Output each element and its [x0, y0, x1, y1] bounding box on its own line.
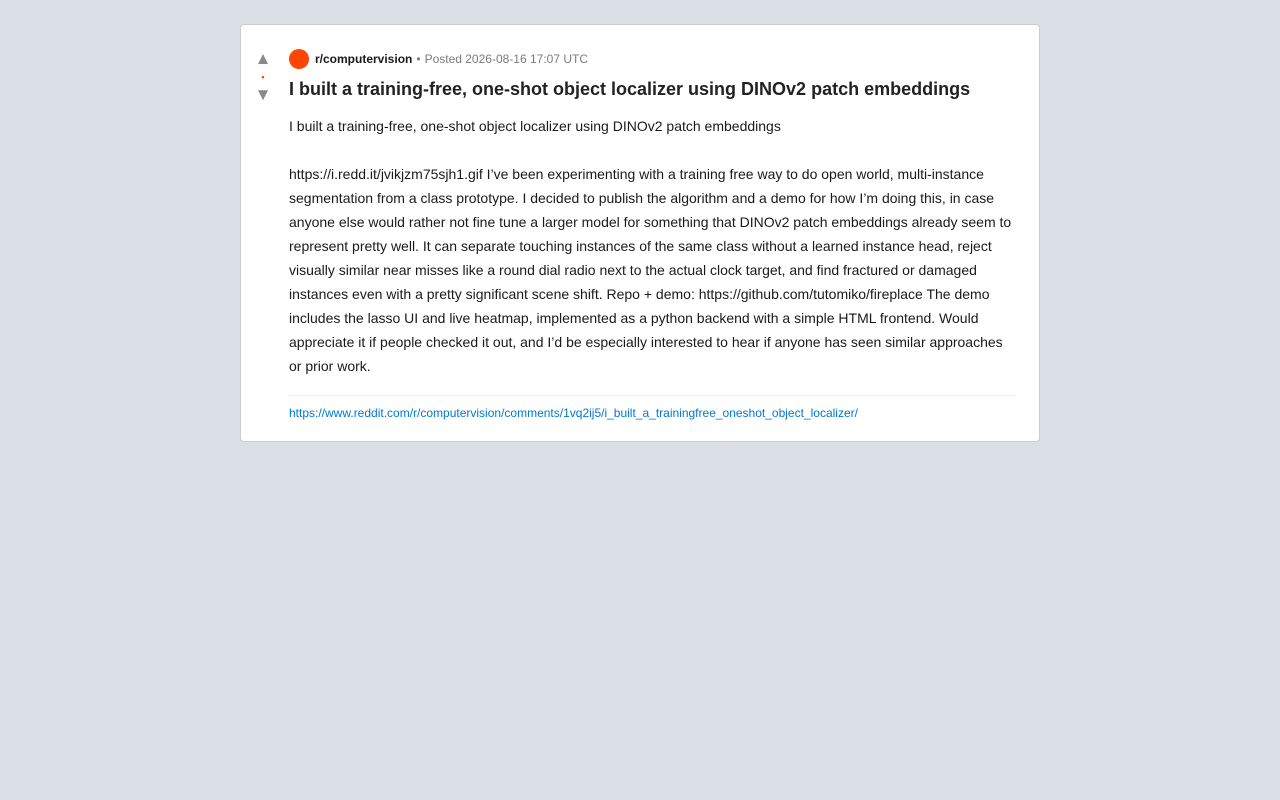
post-card [240, 24, 1040, 442]
vote-score: • [261, 72, 265, 82]
vote-column [253, 49, 273, 105]
subreddit-avatar-icon[interactable] [289, 49, 309, 69]
post-timestamp: Posted 2026-08-16 17:07 UTC [424, 52, 588, 66]
post-body-text: https://i.redd.it/jvikjzm75sjh1.gif I’ve been experimenting with a training free way to do open world, multi-instance segmentation from a class prototype. I decided to publish the algorithm and a demo for how I’m doing this, in case anyone else would rather not fine tune a larger model for something that DINOv2 patch embeddings already seem to represent pretty well. It can separate touching instances of the same class without a learned instance head, reject visually similar near misses like a round dial radio next to the actual clock target, and find fractured or damaged instances even with a pretty significant scene shift. Repo + demo: https://github.com/tutomiko/fireplace The demo includes the lasso UI and live heatmap, implemented as a python backend with a simple HTML frontend. Would appreciate it if people checked it out, and I’d be especially interested to hear if anyone has seen similar approaches or prior work. [289, 166, 1012, 374]
upvote-arrow-icon[interactable]: ▲ [254, 49, 272, 68]
meta-separator: • [416, 52, 421, 66]
post-title[interactable]: I built a training-free, one-shot object localizer using DINOv2 patch embeddings [289, 79, 971, 99]
subreddit-link[interactable]: r/computervision [315, 52, 413, 66]
downvote-arrow-icon[interactable]: ▼ [254, 85, 272, 104]
post-body [289, 114, 1016, 378]
post-meta [289, 49, 1016, 69]
post-content [289, 49, 1016, 421]
post-permalink[interactable]: https://www.reddit.com/r/computervision/comments/1vq2ij5/i_built_a_trainingfree_oneshot_object_localizer/ [289, 406, 858, 420]
post-body-intro: I built a training-free, one-shot object localizer using DINOv2 patch embeddings [289, 118, 781, 134]
divider [289, 395, 1016, 396]
